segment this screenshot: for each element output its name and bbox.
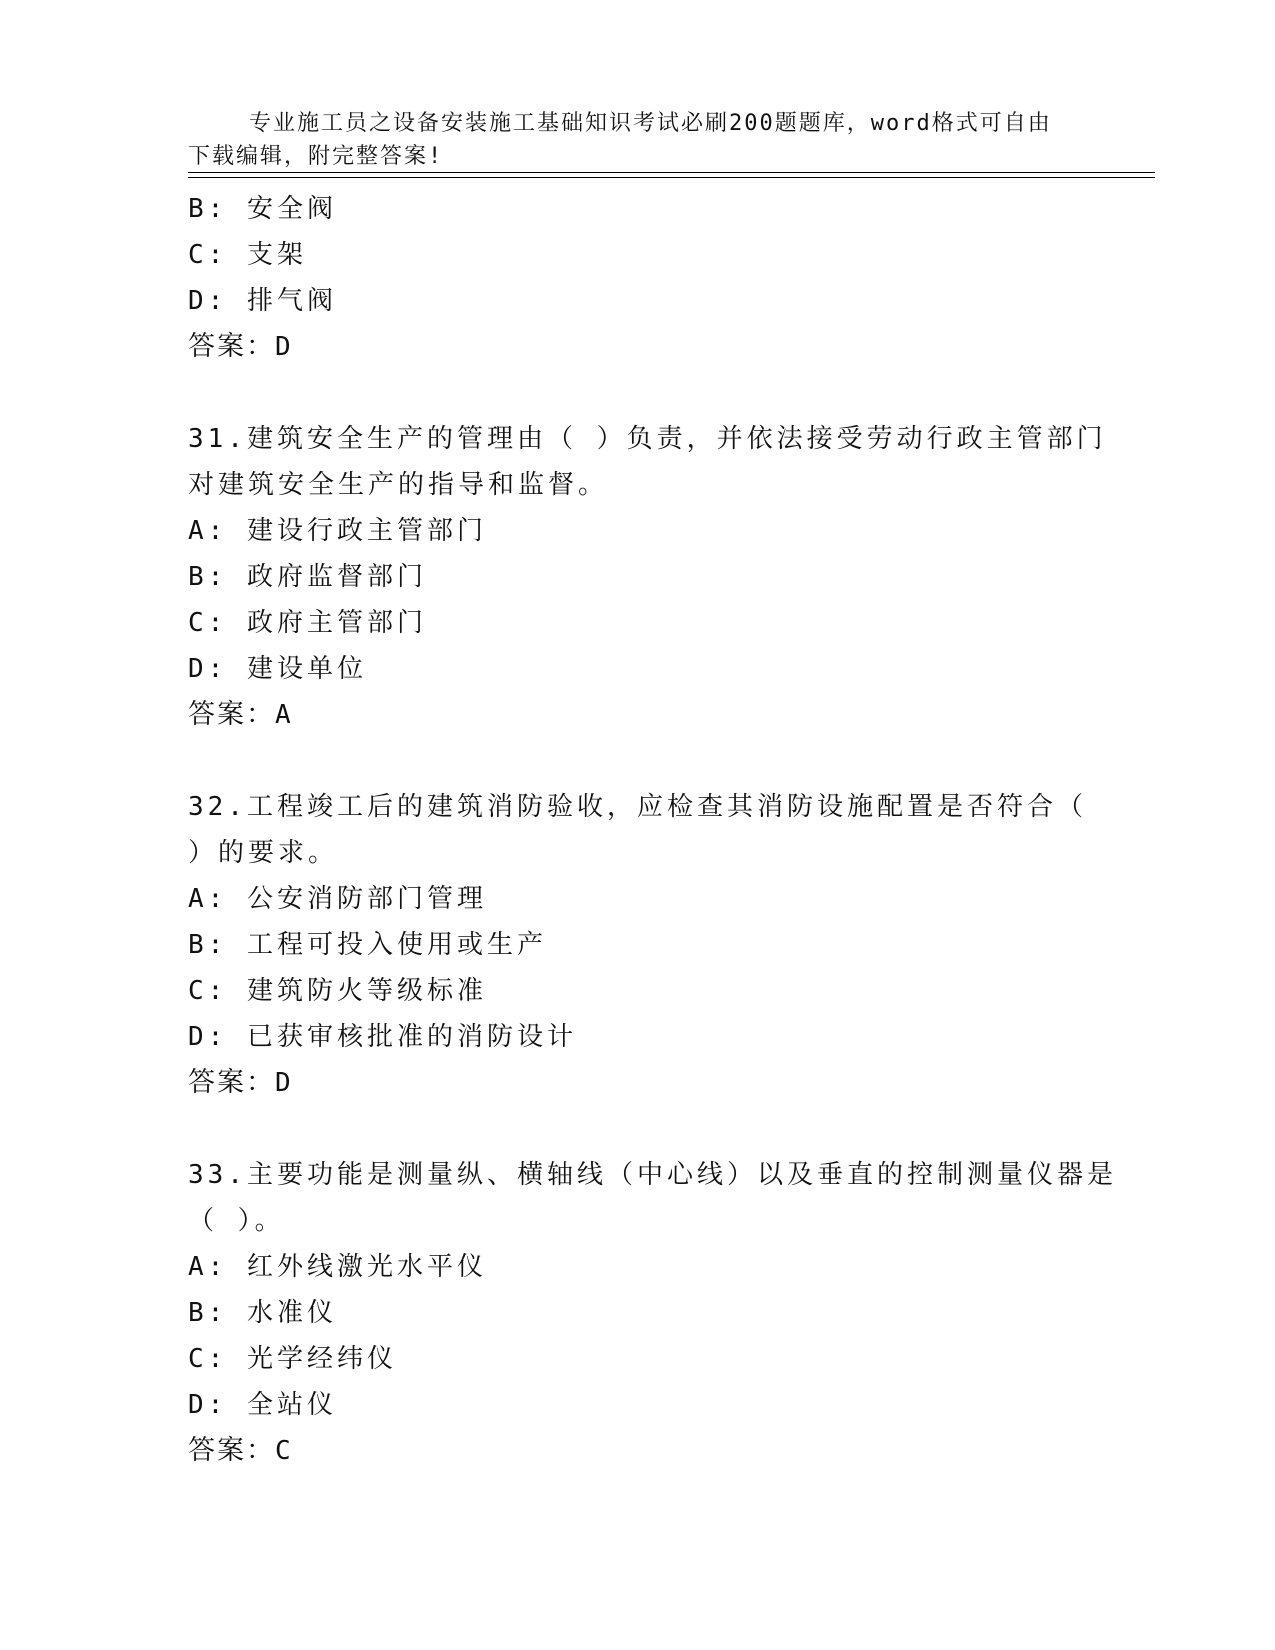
question-stem-line1: 33.主要功能是测量纵、横轴线（中心线）以及垂直的控制测量仪器是	[188, 1160, 1117, 1190]
option-d: D: 排气阀	[188, 286, 337, 316]
question-stem-line1: 31.建筑安全生产的管理由（ ）负责，并依法接受劳动行政主管部门	[188, 424, 1107, 454]
answer-line: 答案：C	[188, 1435, 293, 1466]
question-continued	[188, 186, 1088, 370]
question-32	[188, 784, 1088, 1106]
option-d: D: 已获审核批准的消防设计	[188, 1022, 577, 1052]
question-stem-line2: （ ）。	[188, 1206, 285, 1236]
option-c: C: 建筑防火等级标准	[188, 976, 487, 1006]
question-gap	[188, 370, 1088, 416]
option-c: C: 支架	[188, 240, 307, 270]
option-b: B: 水准仪	[188, 1298, 337, 1328]
option-a: A: 建设行政主管部门	[188, 516, 487, 546]
question-gap	[188, 738, 1088, 784]
option-b: B: 安全阀	[188, 194, 337, 224]
header-title: 专业施工员之设备安装施工基础知识考试必刷200题题库，word格式可自由下载编辑，附完整答案!	[188, 111, 1052, 169]
option-a: A: 红外线激光水平仪	[188, 1252, 487, 1282]
question-gap	[188, 1106, 1088, 1152]
question-31	[188, 416, 1107, 738]
option-d: D: 全站仪	[188, 1390, 337, 1420]
option-b: B: 工程可投入使用或生产	[188, 930, 547, 960]
answer-line: 答案：D	[188, 331, 293, 362]
question-stem-line2: 对建筑安全生产的指导和监督。	[188, 470, 609, 500]
answer-line: 答案：A	[188, 699, 293, 730]
question-stem-line1: 32.工程竣工后的建筑消防验收，应检查其消防设施配置是否符合（	[188, 792, 1087, 822]
question-33	[188, 1152, 1117, 1474]
option-c: C: 光学经纬仪	[188, 1344, 397, 1374]
option-c: C: 政府主管部门	[188, 608, 427, 638]
answer-line: 答案：D	[188, 1067, 293, 1098]
question-stem-line2: ）的要求。	[188, 838, 339, 868]
header-rule-top	[188, 172, 1155, 173]
question-list	[188, 186, 1117, 1474]
header-rule-bottom	[188, 177, 1155, 178]
option-b: B: 政府监督部门	[188, 562, 427, 592]
option-d: D: 建设单位	[188, 654, 367, 684]
option-a: A: 公安消防部门管理	[188, 884, 487, 914]
